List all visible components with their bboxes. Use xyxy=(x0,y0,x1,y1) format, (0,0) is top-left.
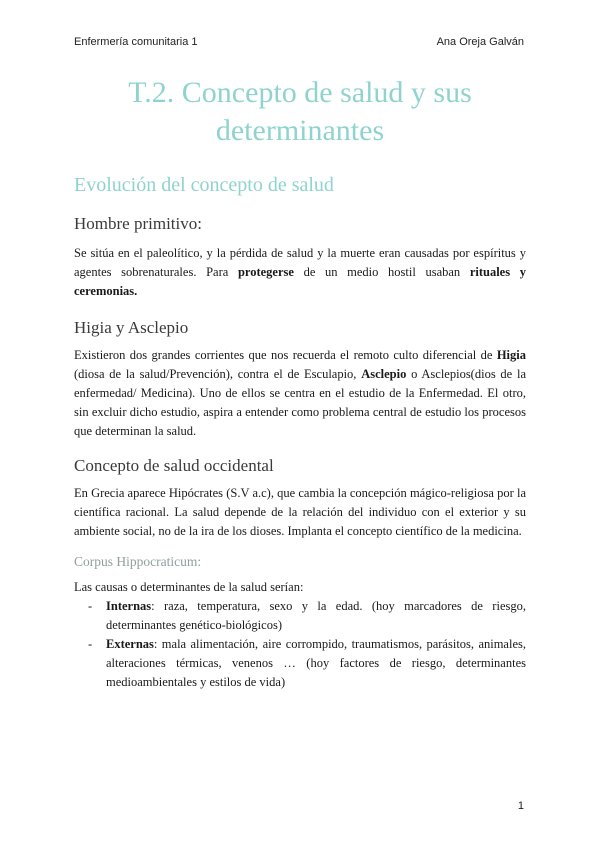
label-externas: Externas xyxy=(106,637,154,651)
header-course: Enfermería comunitaria 1 xyxy=(74,36,198,48)
text-run: de un medio hostil usaban xyxy=(293,265,470,279)
title-line-1: T.2. Concepto de salud y sus xyxy=(128,76,472,109)
bold-protegerse: protegerse xyxy=(237,265,294,279)
heading-corpus-hippocraticum: Corpus Hippocraticum: xyxy=(74,554,202,569)
label-internas: Internas xyxy=(106,599,152,613)
bold-rituales: rituales y ceremonias. xyxy=(74,265,526,298)
text-externas: : mala alimentación, aire corrompido, traumatismos, parásitos, animales, alteraciones térmicas, venenos … (hoy factores de riesgo, determinantes medioambientales y estilos de vida) xyxy=(106,637,526,689)
heading-higia-asclepio: Higia y Asclepio xyxy=(74,318,189,337)
corpus-intro: Las causas o determinantes de la salud serían: xyxy=(74,580,304,594)
title-line-2: determinantes xyxy=(215,114,385,147)
heading-concepto-occidental: Concepto de salud occidental xyxy=(74,456,274,475)
paragraph-higia-asclepio xyxy=(74,346,526,441)
page-number: 1 xyxy=(517,800,524,812)
text-run: Existieron dos grandes corrientes que nos recuerda el remoto culto diferencial de xyxy=(74,348,497,362)
paragraph-concepto-occidental: En Grecia aparece Hipócrates (S.V a.c), que cambia la concepción mágico-religiosa por la científica racional. La salud depende de la relación del individuo con el exterior y su ambiente social, no de la ira de los dioses. Implanta el concepto científico de la medicina. xyxy=(74,486,526,538)
paragraph-hombre-primitivo xyxy=(74,244,526,301)
bold-higia: Higia xyxy=(496,348,526,362)
section-heading: Evolución del concepto de salud xyxy=(74,174,334,196)
text-internas: : raza, temperatura, sexo y la edad. (hoy marcadores de riesgo, determinantes genético-biológicos) xyxy=(106,599,526,632)
list-dash: - xyxy=(88,599,93,613)
bold-asclepio: Asclepio xyxy=(361,367,407,381)
page-title xyxy=(74,74,526,150)
list-item-internas xyxy=(74,597,526,635)
list-item-externas xyxy=(74,635,526,692)
text-run: o Asclepios(dios de la enfermedad/ Medicina). Uno de ellos se centra en el estudio de la Enfermedad. El otro, sin excluir dicho estudio, aspira a entender como problema central de estudio los procesos que determinan la salud. xyxy=(74,367,526,438)
header-author: Ana Oreja Galván xyxy=(436,36,524,48)
determinants-list xyxy=(74,597,526,692)
list-dash: - xyxy=(88,637,93,651)
text-run: (diosa de la salud/Prevención), contra el de Esculapio, xyxy=(74,367,362,381)
heading-hombre-primitivo: Hombre primitivo: xyxy=(74,214,202,233)
text-run: Se sitúa en el paleolítico, y la pérdida de salud y la muerte eran causadas por espíritus y agentes sobrenaturales. Para xyxy=(74,246,526,279)
